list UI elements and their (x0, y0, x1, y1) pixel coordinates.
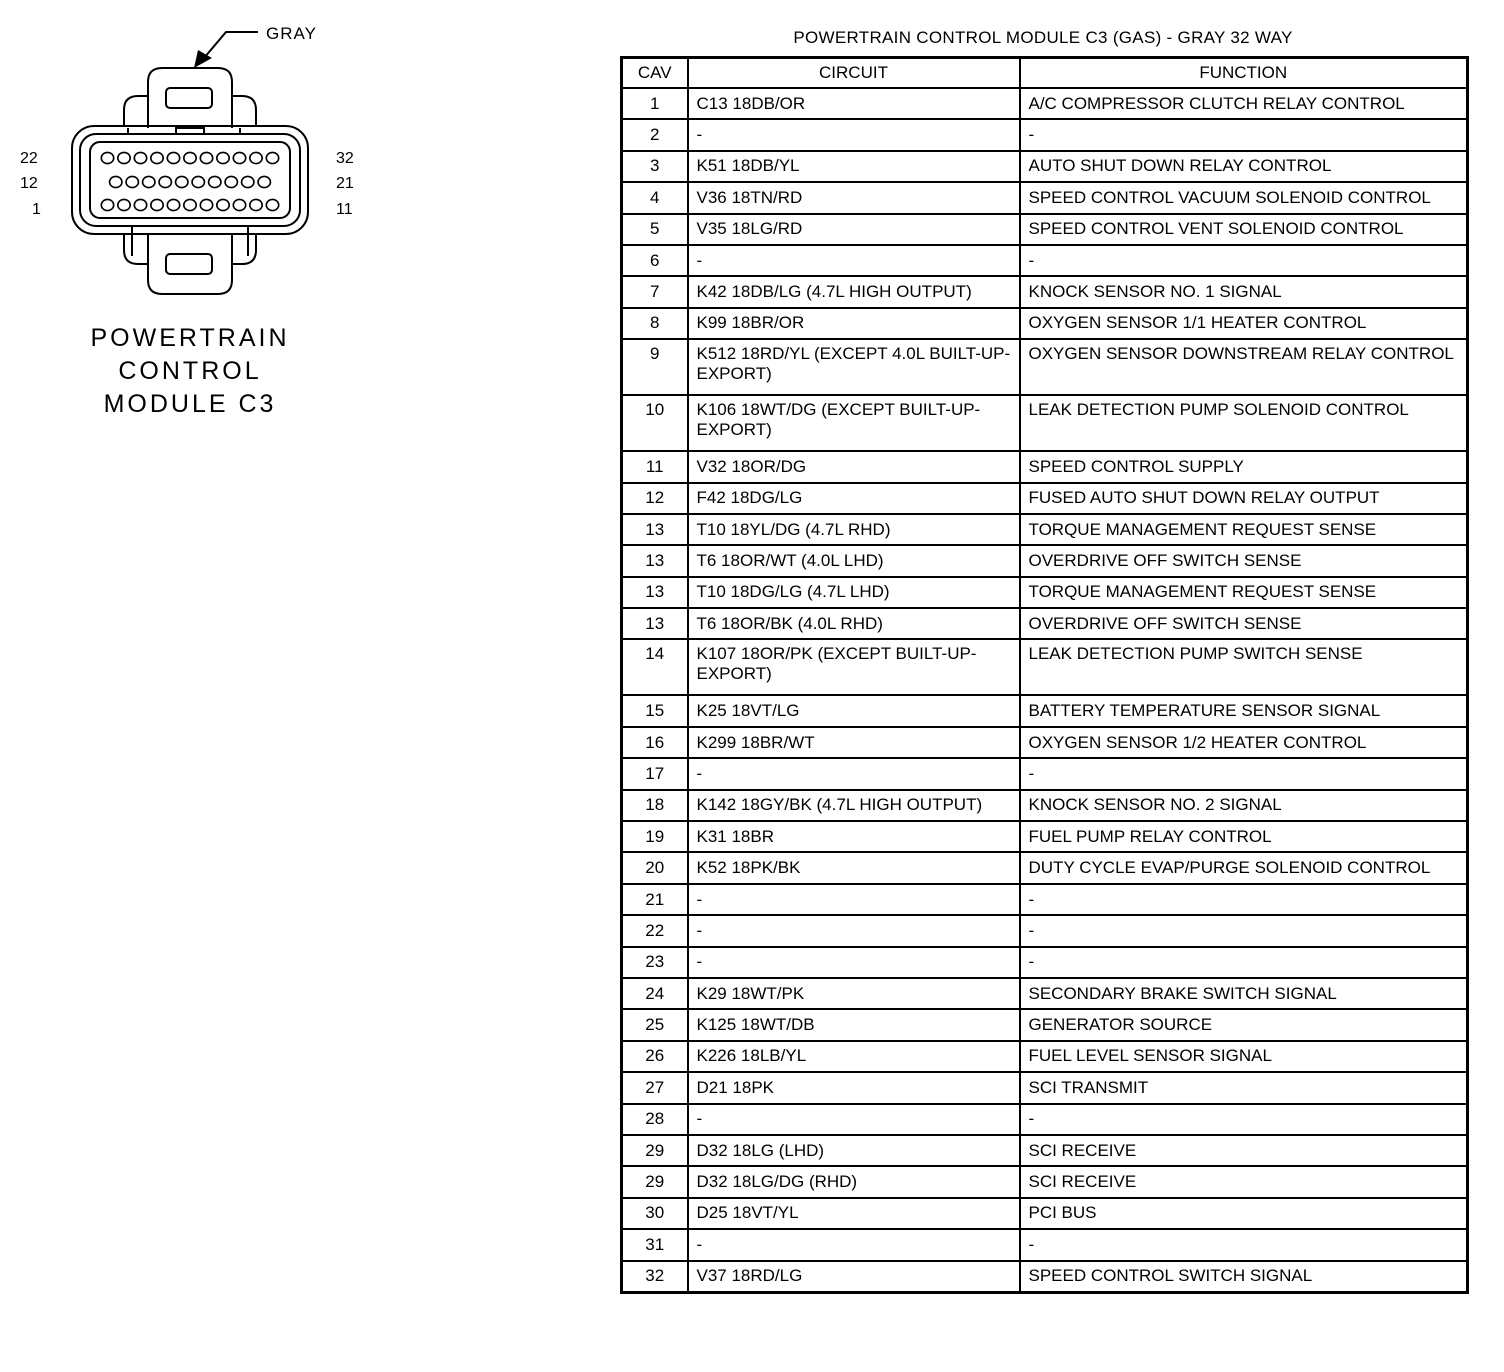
cav-cell: 15 (622, 695, 688, 726)
table-row (622, 245, 1468, 276)
cavity-hole (101, 152, 113, 163)
cavity-hole (184, 152, 196, 163)
cavity-hole (126, 176, 138, 187)
function-cell: OVERDRIVE OFF SWITCH SENSE (1020, 608, 1468, 639)
table-row (622, 727, 1468, 758)
function-cell: KNOCK SENSOR NO. 1 SIGNAL (1020, 276, 1468, 307)
cavity-hole (176, 176, 188, 187)
cavity-hole (134, 199, 146, 210)
cavity-hole (118, 152, 130, 163)
circuit-cell: K142 18GY/BK (4.7L HIGH OUTPUT) (688, 790, 1020, 821)
circuit-cell: K99 18BR/OR (688, 308, 1020, 339)
table-row (622, 1135, 1468, 1166)
cavity-hole (167, 152, 179, 163)
pin-label-12: 12 (20, 175, 38, 192)
function-cell: GENERATOR SOURCE (1020, 1009, 1468, 1040)
circuit-cell: K25 18VT/LG (688, 695, 1020, 726)
circuit-cell: K512 18RD/YL (EXCEPT 4.0L BUILT-UP-EXPORT) (688, 339, 1020, 395)
function-cell: OXYGEN SENSOR 1/1 HEATER CONTROL (1020, 308, 1468, 339)
connector-name (60, 322, 320, 421)
cavity-hole (233, 152, 245, 163)
table-row (622, 1229, 1468, 1260)
circuit-cell: T6 18OR/BK (4.0L RHD) (688, 608, 1020, 639)
cavity-hole (258, 176, 270, 187)
pinout-table (620, 56, 1469, 1294)
circuit-cell: K125 18WT/DB (688, 1009, 1020, 1040)
function-cell: KNOCK SENSOR NO. 2 SIGNAL (1020, 790, 1468, 821)
circuit-cell: - (688, 884, 1020, 915)
header-cav: CAV (622, 58, 688, 89)
cav-cell: 3 (622, 151, 688, 182)
cavity-hole (151, 199, 163, 210)
cavity-hole (266, 152, 278, 163)
cavity-hole (159, 176, 171, 187)
table-row (622, 1198, 1468, 1229)
table-row (622, 119, 1468, 150)
header-function: FUNCTION (1020, 58, 1468, 89)
circuit-cell: - (688, 1229, 1020, 1260)
cav-cell: 30 (622, 1198, 688, 1229)
cavity-hole (151, 152, 163, 163)
table-row (622, 395, 1468, 451)
table-row (622, 915, 1468, 946)
cav-cell: 23 (622, 947, 688, 978)
circuit-cell: - (688, 119, 1020, 150)
table-row (622, 790, 1468, 821)
circuit-cell: V37 18RD/LG (688, 1261, 1020, 1293)
circuit-cell: C13 18DB/OR (688, 88, 1020, 119)
table-row (622, 88, 1468, 119)
bottom-shoulder-left (124, 234, 148, 264)
circuit-cell: V32 18OR/DG (688, 451, 1020, 482)
function-cell: - (1020, 245, 1468, 276)
function-cell: A/C COMPRESSOR CLUTCH RELAY CONTROL (1020, 88, 1468, 119)
cavity-hole (200, 199, 212, 210)
circuit-cell: K52 18PK/BK (688, 852, 1020, 883)
function-cell: - (1020, 1229, 1468, 1260)
function-cell: SPEED CONTROL VENT SOLENOID CONTROL (1020, 214, 1468, 245)
circuit-cell: K299 18BR/WT (688, 727, 1020, 758)
cavity-hole (101, 199, 113, 210)
pin-label-21: 21 (336, 175, 354, 192)
table-row (622, 1041, 1468, 1072)
function-cell: PCI BUS (1020, 1198, 1468, 1229)
circuit-cell: - (688, 1104, 1020, 1135)
cavity-hole (266, 199, 278, 210)
circuit-cell: K106 18WT/DG (EXCEPT BUILT-UP-EXPORT) (688, 395, 1020, 451)
cavity-hole (209, 176, 221, 187)
circuit-cell: - (688, 758, 1020, 789)
cav-cell: 12 (622, 483, 688, 514)
cav-cell: 11 (622, 451, 688, 482)
table-row (622, 308, 1468, 339)
cav-cell: 21 (622, 884, 688, 915)
cav-cell: 6 (622, 245, 688, 276)
table-row (622, 821, 1468, 852)
circuit-cell: K31 18BR (688, 821, 1020, 852)
circuit-cell: D25 18VT/YL (688, 1198, 1020, 1229)
cav-cell: 20 (622, 852, 688, 883)
pin-label-22: 22 (20, 150, 38, 167)
table-row (622, 451, 1468, 482)
circuit-cell: K51 18DB/YL (688, 151, 1020, 182)
pin-label-1: 1 (32, 201, 41, 218)
table-row (622, 884, 1468, 915)
cav-cell: 29 (622, 1166, 688, 1197)
function-cell: OXYGEN SENSOR 1/2 HEATER CONTROL (1020, 727, 1468, 758)
cav-cell: 28 (622, 1104, 688, 1135)
cavity-hole (167, 199, 179, 210)
function-cell: SPEED CONTROL VACUUM SOLENOID CONTROL (1020, 182, 1468, 213)
circuit-cell: T10 18DG/LG (4.7L LHD) (688, 577, 1020, 608)
top-shoulder-right (232, 96, 256, 126)
cav-cell: 29 (622, 1135, 688, 1166)
function-cell: - (1020, 915, 1468, 946)
cav-cell: 27 (622, 1072, 688, 1103)
table-row (622, 339, 1468, 395)
cav-cell: 1 (622, 88, 688, 119)
cav-cell: 5 (622, 214, 688, 245)
table-row (622, 545, 1468, 576)
function-cell: OVERDRIVE OFF SWITCH SENSE (1020, 545, 1468, 576)
top-latch-window (166, 88, 212, 108)
cav-cell: 2 (622, 119, 688, 150)
function-cell: SCI RECEIVE (1020, 1135, 1468, 1166)
table-row (622, 1166, 1468, 1197)
cav-cell: 10 (622, 395, 688, 451)
bottom-latch-window (166, 254, 212, 274)
pin-label-11: 11 (336, 201, 353, 218)
table-row (622, 1261, 1468, 1293)
cav-cell: 18 (622, 790, 688, 821)
function-cell: DUTY CYCLE EVAP/PURGE SOLENOID CONTROL (1020, 852, 1468, 883)
top-shoulder-left (124, 96, 148, 126)
function-cell: FUEL LEVEL SENSOR SIGNAL (1020, 1041, 1468, 1072)
circuit-cell: V35 18LG/RD (688, 214, 1020, 245)
circuit-cell: F42 18DG/LG (688, 483, 1020, 514)
function-cell: FUEL PUMP RELAY CONTROL (1020, 821, 1468, 852)
gray-callout-label: GRAY (266, 24, 317, 43)
function-cell: TORQUE MANAGEMENT REQUEST SENSE (1020, 514, 1468, 545)
cav-cell: 26 (622, 1041, 688, 1072)
circuit-cell: D21 18PK (688, 1072, 1020, 1103)
cav-cell: 13 (622, 577, 688, 608)
table-row (622, 214, 1468, 245)
bottom-latch (148, 234, 232, 294)
cavity-hole (134, 152, 146, 163)
table-row (622, 1104, 1468, 1135)
cavity-hole (217, 199, 229, 210)
table-row (622, 514, 1468, 545)
cavity-hole (217, 152, 229, 163)
function-cell: FUSED AUTO SHUT DOWN RELAY OUTPUT (1020, 483, 1468, 514)
table-row (622, 852, 1468, 883)
cav-cell: 13 (622, 608, 688, 639)
table-title: POWERTRAIN CONTROL MODULE C3 (GAS) - GRAY 32 WAY (793, 28, 1293, 47)
table-row (622, 695, 1468, 726)
gray-callout-leader (204, 32, 258, 58)
cavity-hole (225, 176, 237, 187)
function-cell: - (1020, 1104, 1468, 1135)
function-cell: - (1020, 884, 1468, 915)
cav-cell: 16 (622, 727, 688, 758)
cav-cell: 25 (622, 1009, 688, 1040)
pin-label-32: 32 (336, 150, 354, 167)
function-cell: - (1020, 119, 1468, 150)
function-cell: LEAK DETECTION PUMP SOLENOID CONTROL (1020, 395, 1468, 451)
cavity-hole (242, 176, 254, 187)
circuit-cell: - (688, 947, 1020, 978)
cav-cell: 13 (622, 545, 688, 576)
top-latch (148, 68, 232, 128)
connector-name-line-3: MODULE C3 (103, 390, 277, 418)
cav-cell: 14 (622, 639, 688, 695)
function-cell: BATTERY TEMPERATURE SENSOR SIGNAL (1020, 695, 1468, 726)
function-cell: OXYGEN SENSOR DOWNSTREAM RELAY CONTROL (1020, 339, 1468, 395)
cavity-hole (200, 152, 212, 163)
cavity-hole (192, 176, 204, 187)
function-cell: LEAK DETECTION PUMP SWITCH SENSE (1020, 639, 1468, 695)
function-cell: SPEED CONTROL SWITCH SIGNAL (1020, 1261, 1468, 1293)
cav-cell: 19 (622, 821, 688, 852)
function-cell: - (1020, 758, 1468, 789)
cav-cell: 32 (622, 1261, 688, 1293)
table-row (622, 978, 1468, 1009)
cav-cell: 17 (622, 758, 688, 789)
table-row (622, 151, 1468, 182)
connector-body-inner (80, 134, 300, 226)
cav-cell: 24 (622, 978, 688, 1009)
header-circuit: CIRCUIT (688, 58, 1020, 89)
table-row (622, 608, 1468, 639)
table-row (622, 577, 1468, 608)
circuit-cell: K42 18DB/LG (4.7L HIGH OUTPUT) (688, 276, 1020, 307)
function-cell: AUTO SHUT DOWN RELAY CONTROL (1020, 151, 1468, 182)
cavity-hole (250, 152, 262, 163)
connector-name-line-2: CONTROL (118, 357, 262, 385)
cav-cell: 7 (622, 276, 688, 307)
cavity-grid (101, 152, 278, 210)
circuit-cell: - (688, 245, 1020, 276)
table-row (622, 1072, 1468, 1103)
cav-cell: 8 (622, 308, 688, 339)
table-row (622, 182, 1468, 213)
function-cell: SCI TRANSMIT (1020, 1072, 1468, 1103)
cavity-hole (143, 176, 155, 187)
cavity-hole (250, 199, 262, 210)
circuit-cell: T10 18YL/DG (4.7L RHD) (688, 514, 1020, 545)
table-row (622, 947, 1468, 978)
table-row (622, 639, 1468, 695)
circuit-cell: K29 18WT/PK (688, 978, 1020, 1009)
cav-cell: 22 (622, 915, 688, 946)
function-cell: SCI RECEIVE (1020, 1166, 1468, 1197)
circuit-cell: V36 18TN/RD (688, 182, 1020, 213)
function-cell: SPEED CONTROL SUPPLY (1020, 451, 1468, 482)
circuit-cell: K107 18OR/PK (EXCEPT BUILT-UP-EXPORT) (688, 639, 1020, 695)
cav-cell: 13 (622, 514, 688, 545)
function-cell: - (1020, 947, 1468, 978)
circuit-cell: - (688, 915, 1020, 946)
cavity-hole (110, 176, 122, 187)
table-row (622, 758, 1468, 789)
cav-cell: 4 (622, 182, 688, 213)
bottom-shoulder-right (232, 234, 256, 264)
circuit-cell: K226 18LB/YL (688, 1041, 1020, 1072)
cavity-hole (118, 199, 130, 210)
table-row (622, 483, 1468, 514)
table-row (622, 1009, 1468, 1040)
table-row (622, 276, 1468, 307)
cavity-hole (184, 199, 196, 210)
circuit-cell: T6 18OR/WT (4.0L LHD) (688, 545, 1020, 576)
circuit-cell: D32 18LG (LHD) (688, 1135, 1020, 1166)
cavity-hole (233, 199, 245, 210)
circuit-cell: D32 18LG/DG (RHD) (688, 1166, 1020, 1197)
function-cell: TORQUE MANAGEMENT REQUEST SENSE (1020, 577, 1468, 608)
function-cell: SECONDARY BRAKE SWITCH SIGNAL (1020, 978, 1468, 1009)
cav-cell: 9 (622, 339, 688, 395)
cav-cell: 31 (622, 1229, 688, 1260)
table-header-row (622, 58, 1468, 89)
connector-name-line-1: POWERTRAIN (90, 324, 290, 352)
